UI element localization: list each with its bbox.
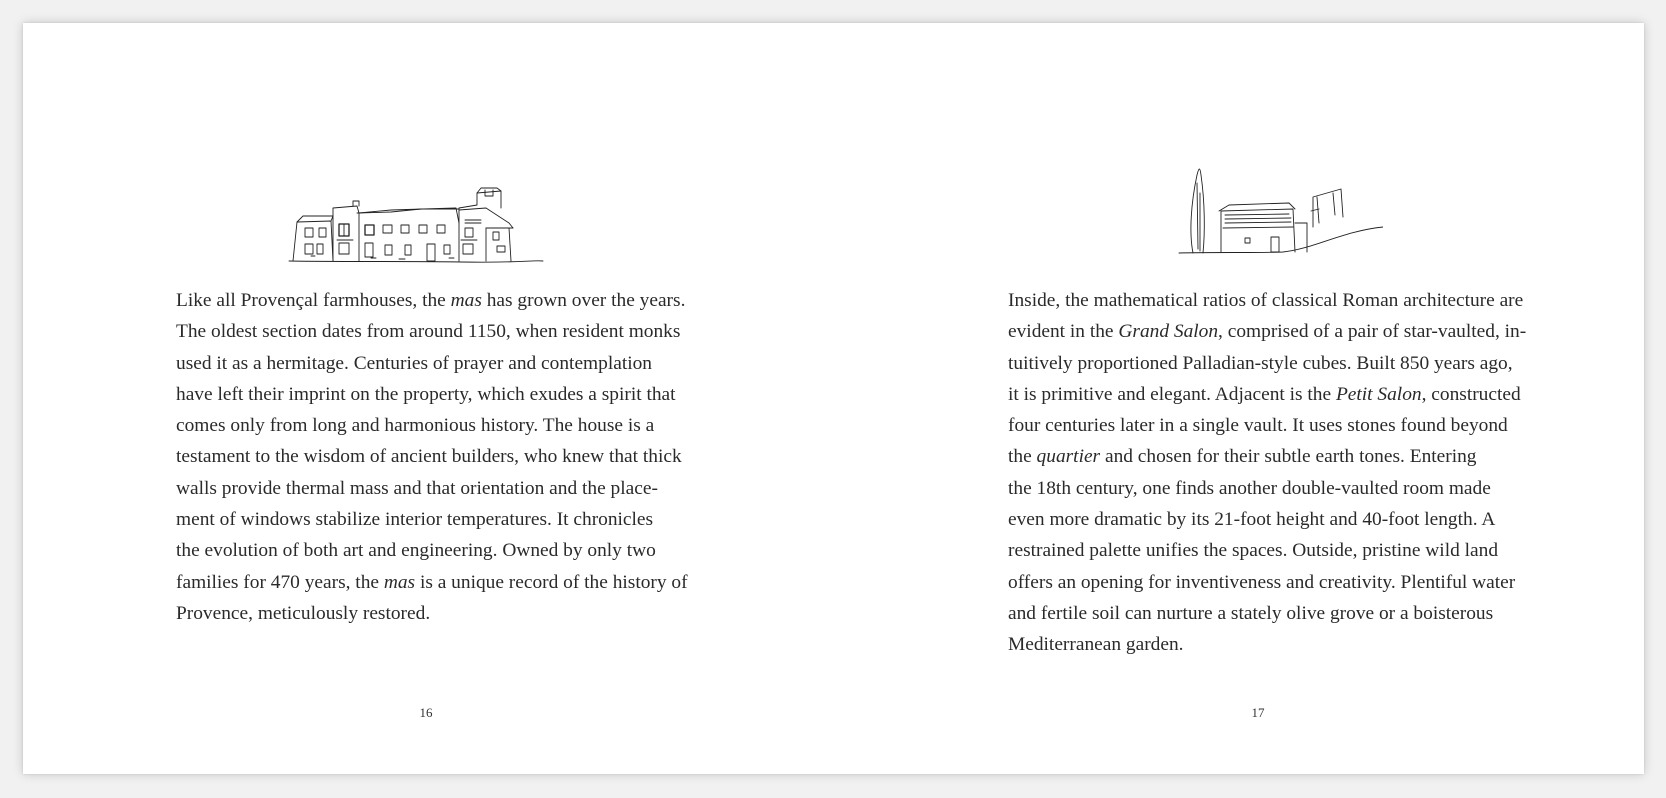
text-line: testament to the wisdom of ancient builders, who knew that thick <box>176 446 682 468</box>
text-line: used it as a hermitage. Centuries of prayer and contemplation <box>176 352 652 374</box>
text-line: The oldest section dates from around 1150, when resident monks <box>176 321 681 343</box>
farmhouse-sketch <box>281 168 561 283</box>
text-line: Provence, meticulously restored. <box>176 602 431 624</box>
text-line: ment of windows stabilize interior temperatures. It chronicles <box>176 509 654 531</box>
text-line: Mediterranean garden. <box>1008 634 1184 656</box>
text-line: have left their imprint on the property, which exudes a spirit that <box>176 383 676 405</box>
page-number: 16 <box>419 705 433 720</box>
text-line: even more dramatic by its 21-foot height and 40-foot length. A <box>1008 509 1496 531</box>
text-line: it is primitive and elegant. Adjacent is the Petit Salon, constructed <box>1008 383 1521 405</box>
text-line: the 18th century, one finds another double-vaulted room made <box>1008 477 1491 499</box>
book-spread <box>23 23 1644 774</box>
text-line: the evolution of both art and engineering. Owned by only two <box>176 540 656 562</box>
right-page <box>833 23 1644 774</box>
left-page <box>23 23 833 774</box>
page-number: 17 <box>1251 705 1265 720</box>
text-line: offers an opening for inventiveness and creativity. Plentiful water <box>1008 571 1516 593</box>
stone-building-sketch <box>1173 153 1383 273</box>
text-line: the quartier and chosen for their subtle earth tones. Entering <box>1008 446 1477 468</box>
text-line: tuitively proportioned Palladian-style cubes. Built 850 years ago, <box>1008 352 1513 374</box>
left-body-text <box>176 285 696 629</box>
text-line: and fertile soil can nurture a stately olive grove or a boisterous <box>1008 602 1494 624</box>
text-line: families for 470 years, the mas is a unique record of the history of <box>176 571 688 593</box>
text-line: restrained palette unifies the spaces. Outside, pristine wild land <box>1008 540 1499 562</box>
text-line: four centuries later in a single vault. It uses stones found beyond <box>1008 415 1508 437</box>
text-line: Inside, the mathematical ratios of classical Roman architecture are <box>1008 290 1524 311</box>
text-line: evident in the Grand Salon, comprised of a pair of star-vaulted, in- <box>1008 321 1527 343</box>
right-body-text <box>1008 285 1528 661</box>
text-line: walls provide thermal mass and that orientation and the place- <box>176 477 658 499</box>
text-line: comes only from long and harmonious history. The house is a <box>176 415 655 437</box>
text-line: Like all Provençal farmhouses, the mas has grown over the years. <box>176 290 686 311</box>
